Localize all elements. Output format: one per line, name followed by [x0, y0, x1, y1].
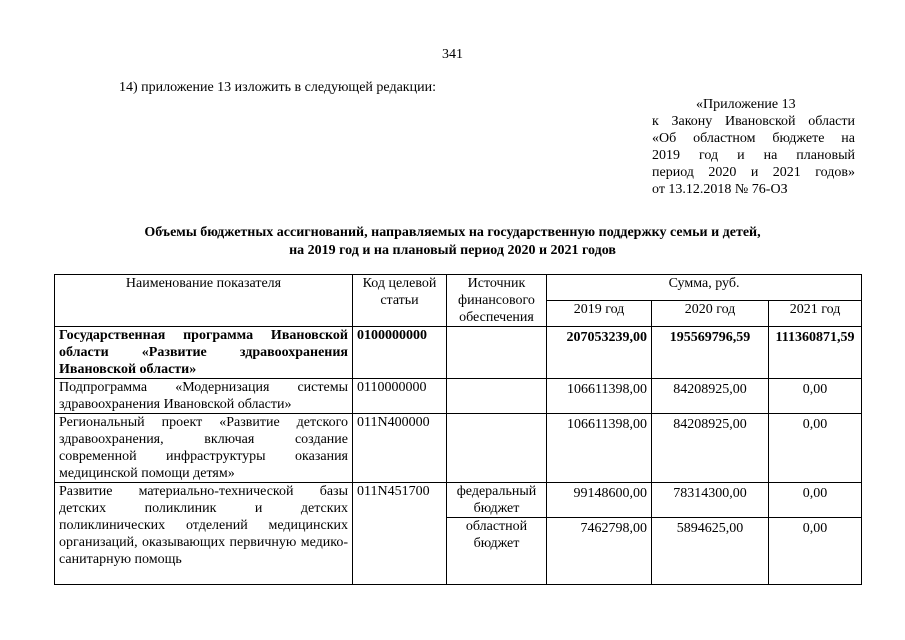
row-code: 011N400000 [353, 414, 447, 483]
appendix-line: «Об областном бюджете на [652, 131, 855, 146]
row-value-2019: 106611398,00 [547, 414, 652, 483]
table-row [55, 414, 862, 483]
appendix-line: от 13.12.2018 № 76-ОЗ [652, 182, 788, 197]
document-title-line: Объемы бюджетных ассигнований, направляемых на государственную поддержку семьи и детей, [144, 225, 761, 240]
row-source [447, 379, 547, 414]
row-code: 0110000000 [353, 379, 447, 414]
row-value-2020: 84208925,00 [652, 414, 769, 483]
appendix-note [652, 96, 855, 198]
row-code: 011N451700 [353, 483, 447, 585]
row-value-2020: 5894625,00 [652, 518, 769, 585]
row-value-2021: 0,00 [769, 483, 862, 518]
document-title-line: на 2019 год и на плановый период 2020 и 2021 годов [289, 243, 616, 258]
row-source: федеральный бюджет [447, 483, 547, 518]
row-name: Развитие материально-технической базы детских поликлиник и детских поликлинических отделений медицинских организаций, оказывающих первичную медико-санитарную помощь [55, 483, 353, 585]
header-code: Код целевой статьи [353, 275, 447, 327]
row-source [447, 414, 547, 483]
row-value-2021: 111360871,59 [769, 327, 862, 379]
row-value-2019: 99148600,00 [547, 483, 652, 518]
budget-table [54, 274, 862, 585]
row-value-2020: 195569796,59 [652, 327, 769, 379]
appendix-line: период 2020 и 2021 годов» [652, 165, 855, 180]
row-value-2019: 7462798,00 [547, 518, 652, 585]
row-name: Региональный проект «Развитие детского здравоохранения, включая создание современной инфраструктуры оказания медицинской помощи детям» [55, 414, 353, 483]
row-value-2019: 207053239,00 [547, 327, 652, 379]
row-code: 0100000000 [353, 327, 447, 379]
row-name: Подпрограмма «Модернизация системы здравоохранения Ивановской области» [55, 379, 353, 414]
header-source: Источник финансового обеспечения [447, 275, 547, 327]
page-number: 341 [442, 47, 463, 62]
header-name: Наименование показателя [55, 275, 353, 327]
header-year-2021: 2021 год [769, 301, 862, 327]
document-title [0, 224, 905, 260]
row-value-2021: 0,00 [769, 379, 862, 414]
header-sum: Сумма, руб. [547, 275, 862, 301]
row-name: Государственная программа Ивановской области «Развитие здравоохранения Ивановской области» [55, 327, 353, 379]
row-source: областной бюджет [447, 518, 547, 585]
row-value-2021: 0,00 [769, 414, 862, 483]
appendix-line: к Закону Ивановской области [652, 114, 855, 129]
table-row [55, 379, 862, 414]
row-source [447, 327, 547, 379]
header-year-2019: 2019 год [547, 301, 652, 327]
row-value-2021: 0,00 [769, 518, 862, 585]
row-value-2020: 84208925,00 [652, 379, 769, 414]
row-value-2020: 78314300,00 [652, 483, 769, 518]
table-header-row [55, 275, 862, 301]
row-value-2019: 106611398,00 [547, 379, 652, 414]
table-row [55, 327, 862, 379]
table-row [55, 483, 862, 518]
appendix-line: «Приложение 13 [696, 97, 796, 112]
instruction-text: 14) приложение 13 изложить в следующей редакции: [119, 80, 436, 95]
header-year-2020: 2020 год [652, 301, 769, 327]
appendix-line: 2019 год и на плановый [652, 148, 855, 163]
